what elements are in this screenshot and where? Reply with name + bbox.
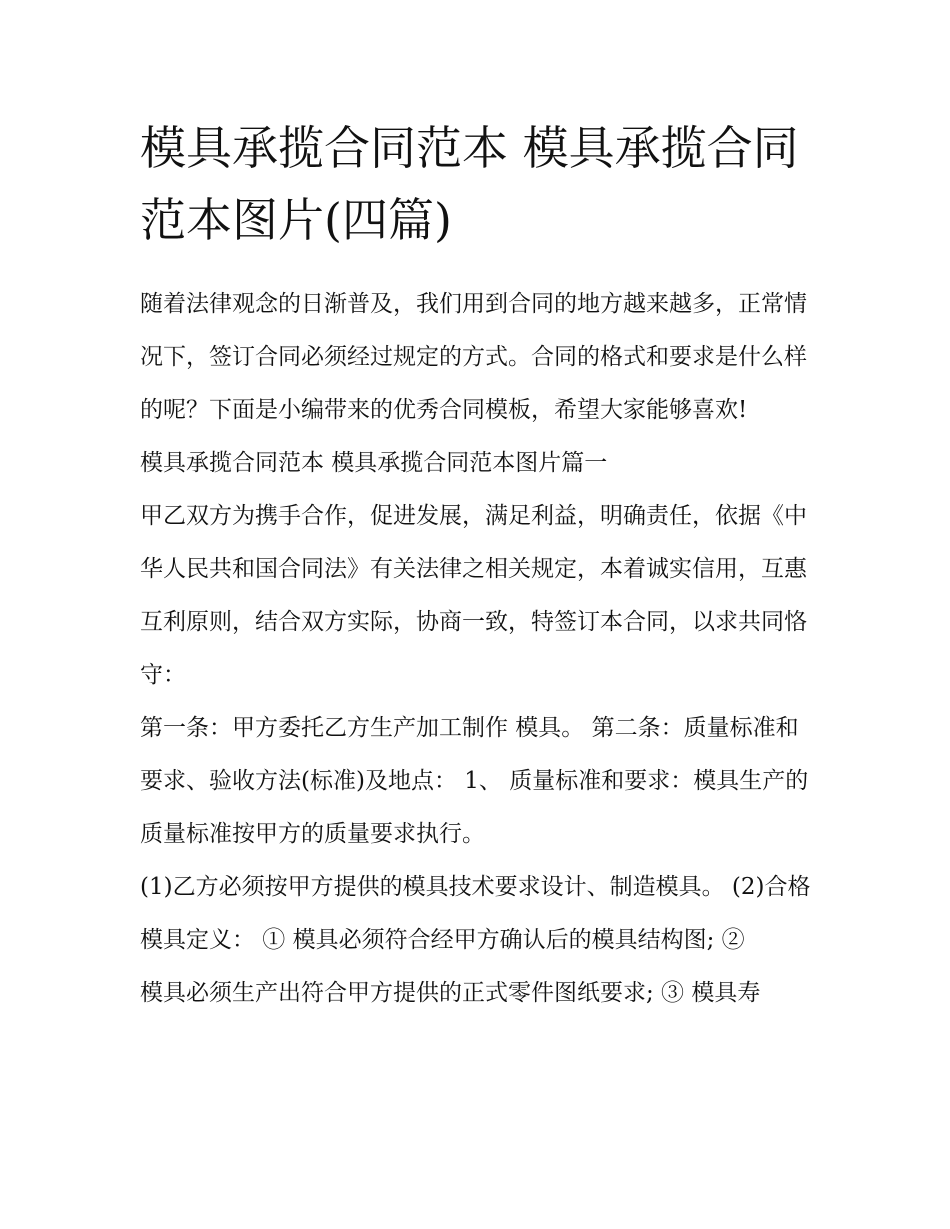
preamble-paragraph: 甲乙双方为携手合作，促进发展，满足利益，明确责任，依据《中华人民共和国合同法》有关法律之相关规定，本着诚实信用，互惠互利原则，结合双方实际，协商一致，特签订本合同，以求共同恪守：: [140, 503, 807, 688]
section-heading: 模具承揽合同范本 模具承揽合同范本图片篇一: [140, 450, 608, 476]
intro-paragraph: 随着法律观念的日渐普及，我们用到合同的地方越来越多，正常情况下，签订合同必须经过规定的方式。合同的格式和要求是什么样的呢？下面是小编带来的优秀合同模板，希望大家能够喜欢!: [140, 291, 807, 423]
article-paragraph: 第一条：甲方委托乙方生产加工制作 模具。 第二条：质量标准和要求、验收方法(标准)及地点： 1、 质量标准和要求：模具生产的质量标准按甲方的质量要求执行。: [140, 715, 809, 847]
requirements-continued-paragraph: 模具必须生产出符合甲方提供的正式零件图纸要求; ③ 模具寿: [140, 980, 761, 1006]
requirements-paragraph: (1)乙方必须按甲方提供的模具技术要求设计、制造模具。 (2)合格模具定义： ① 模具必须符合经甲方确认后的模具结构图; ②: [140, 874, 811, 953]
document-title: 模具承揽合同范本 模具承揽合同范本图片(四篇): [140, 121, 799, 247]
document-body: [140, 112, 812, 1020]
